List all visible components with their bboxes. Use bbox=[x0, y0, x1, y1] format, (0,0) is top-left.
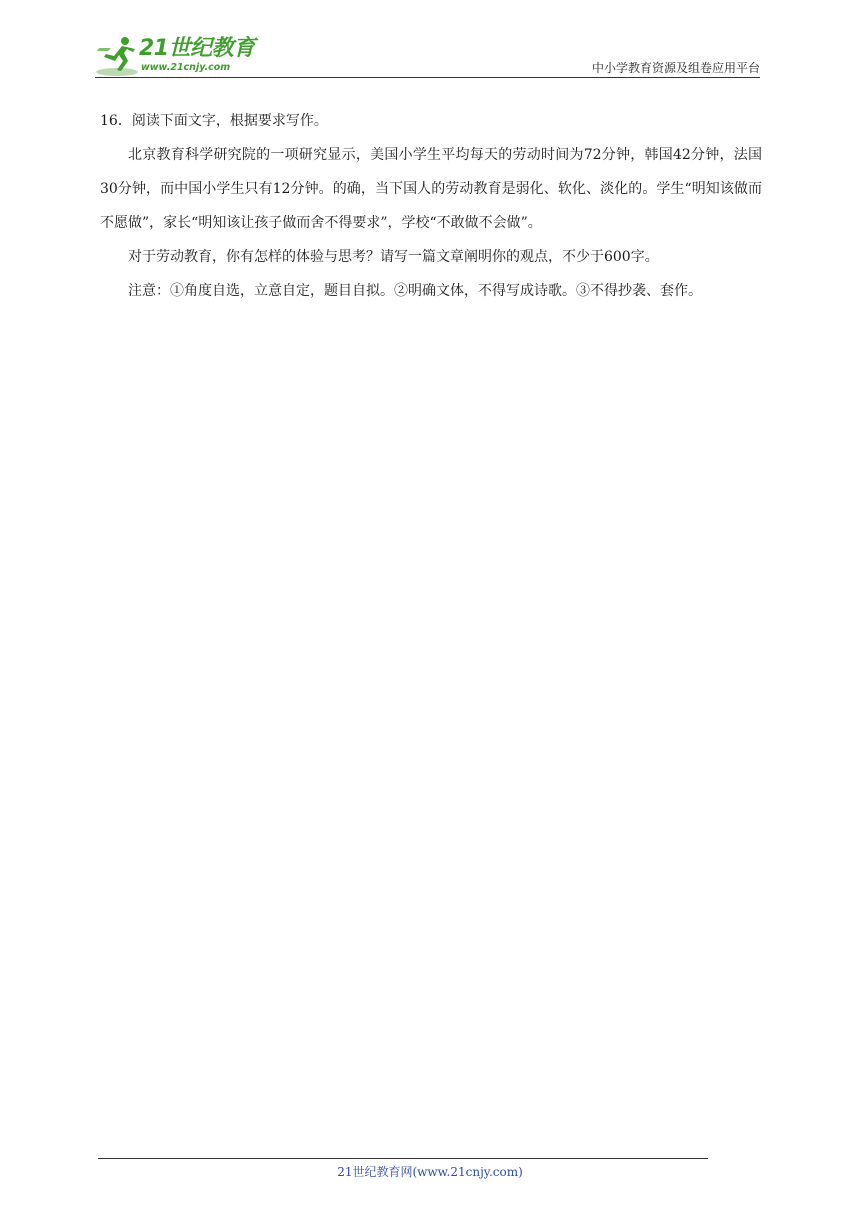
footer-divider bbox=[98, 1158, 708, 1159]
runner-logo-icon bbox=[95, 34, 141, 78]
site-logo[interactable] bbox=[95, 34, 265, 78]
question-body bbox=[100, 104, 762, 308]
header-divider bbox=[95, 77, 760, 78]
footer-link[interactable]: 21世纪教育网(www.21cnjy.com) bbox=[337, 1165, 523, 1179]
notice-paragraph: 注意：①角度自选，立意自定，题目自拟。②明确文体，不得写成诗歌。③不得抄袭、套作。 bbox=[128, 283, 702, 299]
task-paragraph: 对于劳动教育，你有怎样的体验与思考？请写一篇文章阐明你的观点，不少于600字。 bbox=[128, 249, 659, 265]
question-title: 16．阅读下面文字，根据要求写作。 bbox=[100, 113, 328, 129]
platform-name: 中小学教育资源及组卷应用平台 bbox=[591, 61, 760, 75]
page-header bbox=[95, 30, 760, 80]
material-paragraph: 北京教育科学研究院的一项研究显示，美国小学生平均每天的劳动时间为72分钟，韩国42分钟，法国30分钟，而中国小学生只有12分钟。的确，当下国人的劳动教育是弱化、软化、淡化的。学生“明知该做而不愿做”，家长“明知该让孩子做而舍不得要求”，学校“不敢做不会做”。 bbox=[100, 147, 762, 231]
logo-url: www.21cnjy.com bbox=[141, 62, 231, 73]
logo-text: 21世纪教育 bbox=[139, 36, 255, 61]
